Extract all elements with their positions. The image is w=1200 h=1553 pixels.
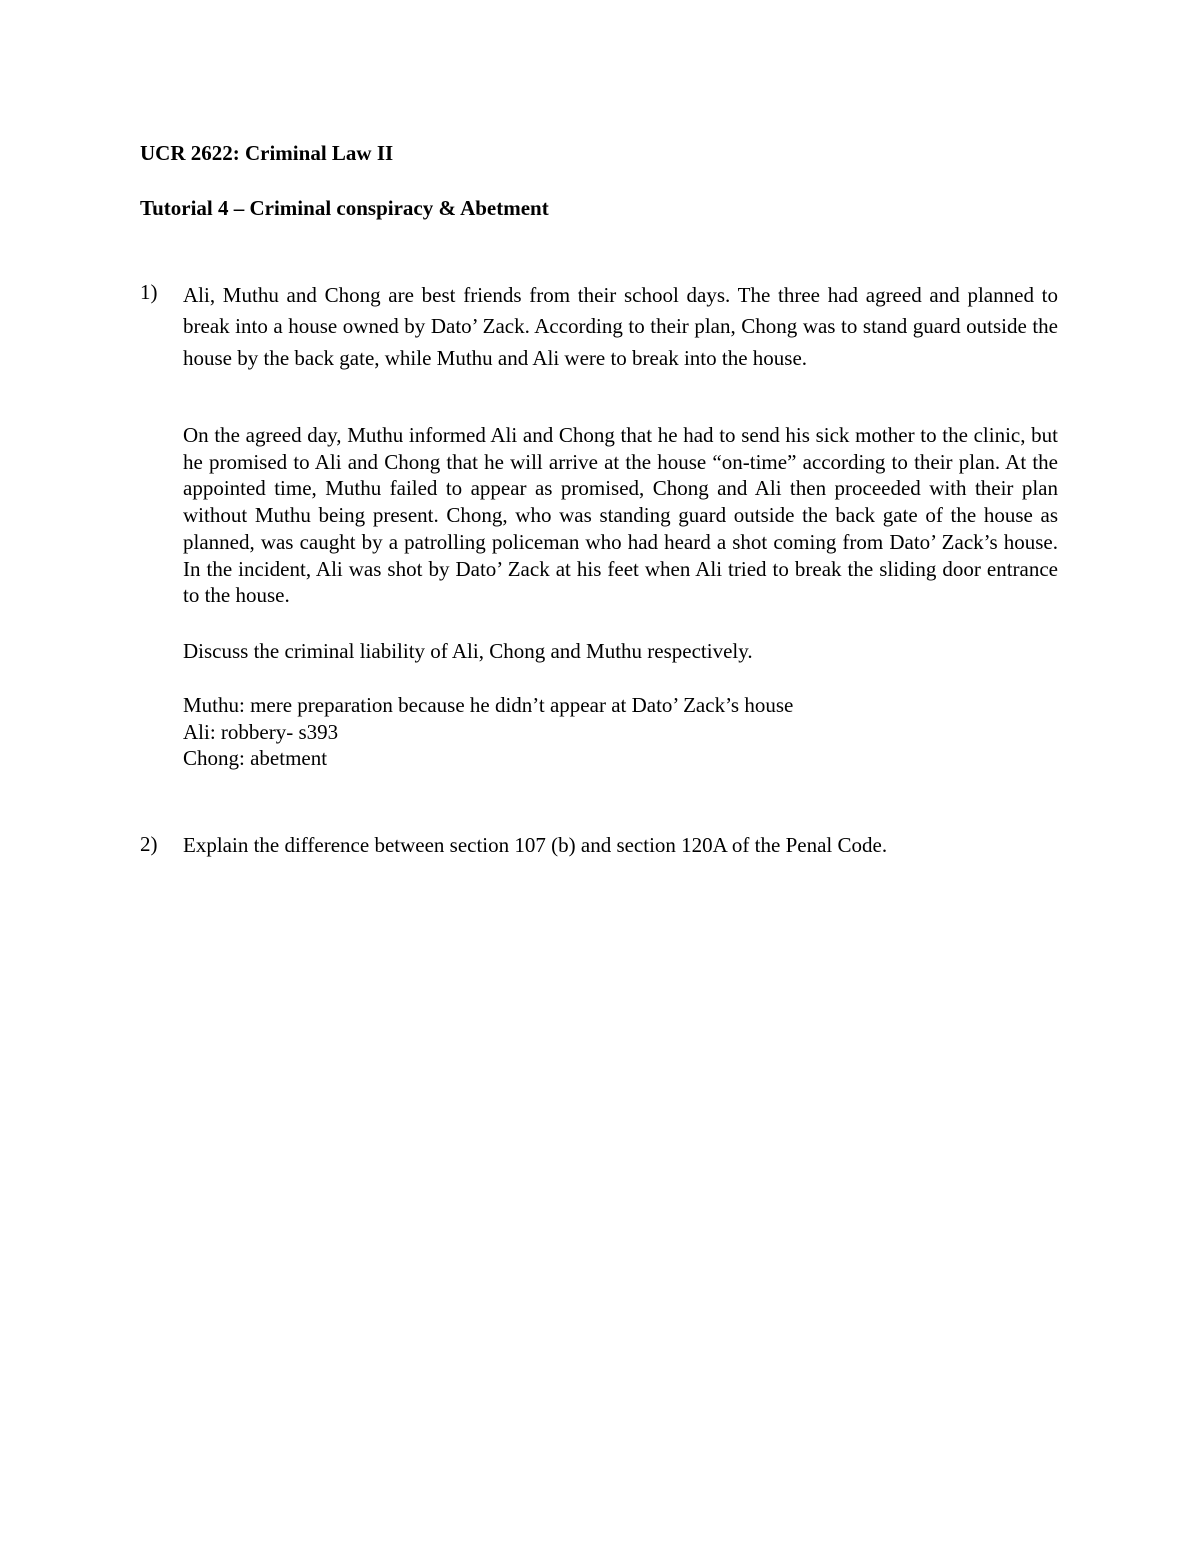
question-1-number: 1): [140, 280, 158, 304]
answer-notes: [183, 692, 793, 772]
note-ali: Ali: robbery- s393: [183, 719, 339, 744]
tutorial-title: Tutorial 4 – Criminal conspiracy & Abetment: [140, 196, 549, 220]
course-title: UCR 2622: Criminal Law II: [140, 141, 394, 165]
question-1-paragraph-2: On the agreed day, Muthu informed Ali and Chong that he had to send his sick mother to the clinic, but he promised to Ali and Chong that he will arrive at the house “on-time” according to their plan. At the appointed time, Muthu failed to appear as promised, Chong and Ali then proceeded with their plan without Muthu being present. Chong, who was standing guard outside the back gate of the house as planned, was caught by a patrolling policeman who had heard a shot coming from Dato’ Zack’s house. In the incident, Ali was shot by Dato’ Zack at his feet when Ali tried to break the sliding door entrance to the house.: [183, 423, 1058, 608]
question-1-paragraph-1: Ali, Muthu and Chong are best friends from their school days. The three had agreed and planned to break into a house owned by Dato’ Zack. According to their plan, Chong was to stand guard outside the house by the back gate, while Muthu and Ali were to break into the house.: [183, 283, 1058, 370]
question-2-number: 2): [140, 832, 158, 856]
note-muthu: Muthu: mere preparation because he didn’t appear at Dato’ Zack’s house: [183, 693, 794, 717]
question-2-text: Explain the difference between section 107 (b) and section 120A of the Penal Code.: [183, 833, 888, 857]
note-chong: Chong: abetment: [183, 746, 328, 770]
question-1-prompt: Discuss the criminal liability of Ali, Chong and Muthu respectively.: [183, 639, 753, 663]
